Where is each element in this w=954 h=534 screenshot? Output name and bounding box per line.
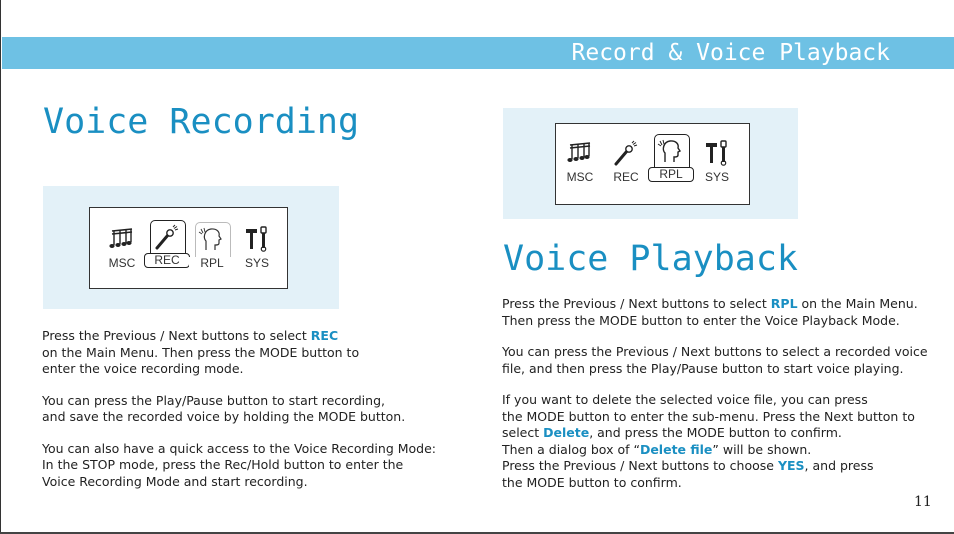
- tools-icon: [243, 225, 271, 253]
- recording-menu-item-msc: [103, 222, 141, 270]
- recording-menu-panel: [43, 186, 339, 309]
- menu-label-msc: MSC: [557, 171, 603, 184]
- microphone-icon: [153, 223, 181, 251]
- recording-main-menu: [89, 207, 288, 289]
- playback-main-menu: [555, 123, 750, 205]
- text-line: on the Main Menu. Then press the MODE button to: [42, 344, 360, 360]
- recording-menu-item-rpl: [193, 222, 231, 270]
- menu-label-rpl: RPL: [189, 257, 235, 270]
- playback-menu-item-sys: [698, 136, 736, 184]
- recording-menu-item-rec: [148, 220, 186, 267]
- text-line: You can also have a quick access to the Voice Recording Mode:: [42, 440, 437, 456]
- header-title: Record & Voice Playback: [571, 40, 890, 66]
- highlight-rec: REC: [310, 328, 339, 343]
- microphone-icon: [612, 139, 640, 167]
- recording-instructions: [42, 328, 436, 490]
- playback-menu-panel: [503, 108, 798, 219]
- recording-menu-item-sys: [238, 222, 276, 270]
- music-notes-icon: [108, 225, 136, 253]
- text-line: [502, 458, 928, 475]
- menu-label-msc: MSC: [99, 257, 145, 270]
- text-line: Then press the MODE button to enter the Voice Playback Mode.: [502, 312, 900, 328]
- highlight-delete: Delete: [543, 425, 590, 440]
- text-line: You can press the Play/Pause button to start recording,: [42, 392, 385, 408]
- text-line: file, and then press the Play/Pause button to start voice playing.: [502, 360, 904, 376]
- text-span: Press the Previous / Next buttons to choose: [502, 458, 778, 473]
- page-border-left: [0, 0, 1, 534]
- menu-label-rec: REC: [144, 253, 190, 268]
- menu-label-rec: REC: [603, 171, 649, 184]
- text-line: [502, 425, 928, 442]
- text-line: the MODE button to enter the sub-menu. Press the Next button to: [502, 408, 915, 424]
- text-span: on the Main Menu.: [797, 296, 918, 311]
- text-line: [502, 442, 928, 459]
- menu-label-sys: SYS: [234, 257, 280, 270]
- text-line: [42, 328, 436, 345]
- playback-menu-item-rpl: [652, 134, 690, 181]
- text-span: , and press the MODE button to confirm.: [589, 425, 842, 440]
- text-span: ” will be shown.: [712, 441, 812, 457]
- speaking-head-icon: [657, 137, 685, 165]
- header-bar: [2, 37, 954, 69]
- music-notes-icon: [566, 139, 594, 167]
- text-line: If you want to delete the selected voice file, you can press: [502, 392, 868, 407]
- playback-menu-item-msc: [561, 136, 599, 184]
- menu-label-sys: SYS: [694, 171, 740, 184]
- highlight-rpl: RPL: [770, 296, 798, 311]
- text-line: enter the voice recording mode.: [42, 361, 244, 376]
- text-span: Press the Previous / Next buttons to select: [42, 328, 311, 343]
- text-line: In the STOP mode, press the Rec/Hold button to enter the: [42, 457, 404, 472]
- menu-label-rpl: RPL: [648, 167, 694, 182]
- text-line: You can press the Previous / Next buttons to select a recorded voice: [502, 344, 928, 359]
- text-span: select: [502, 425, 544, 440]
- text-line: [502, 296, 928, 313]
- text-line: Voice Recording Mode and start recording.: [42, 473, 308, 489]
- text-line: the MODE button to confirm.: [502, 474, 682, 490]
- playback-menu-item-rec: [607, 136, 645, 184]
- recording-title: Voice Recording: [43, 102, 360, 142]
- text-span: Press the Previous / Next buttons to select: [502, 296, 771, 311]
- highlight-yes: YES: [777, 458, 805, 473]
- tools-icon: [703, 139, 731, 167]
- playback-instructions: [502, 296, 928, 491]
- page-number: 11: [914, 494, 932, 510]
- highlight-delete-file: Delete file: [639, 441, 713, 457]
- text-span: , and press: [804, 458, 874, 473]
- playback-title: Voice Playback: [503, 239, 799, 279]
- text-line: and save the recorded voice by holding the MODE button.: [42, 409, 406, 424]
- speaking-head-icon: [198, 225, 226, 253]
- text-span: Then a dialog box of “: [502, 441, 640, 457]
